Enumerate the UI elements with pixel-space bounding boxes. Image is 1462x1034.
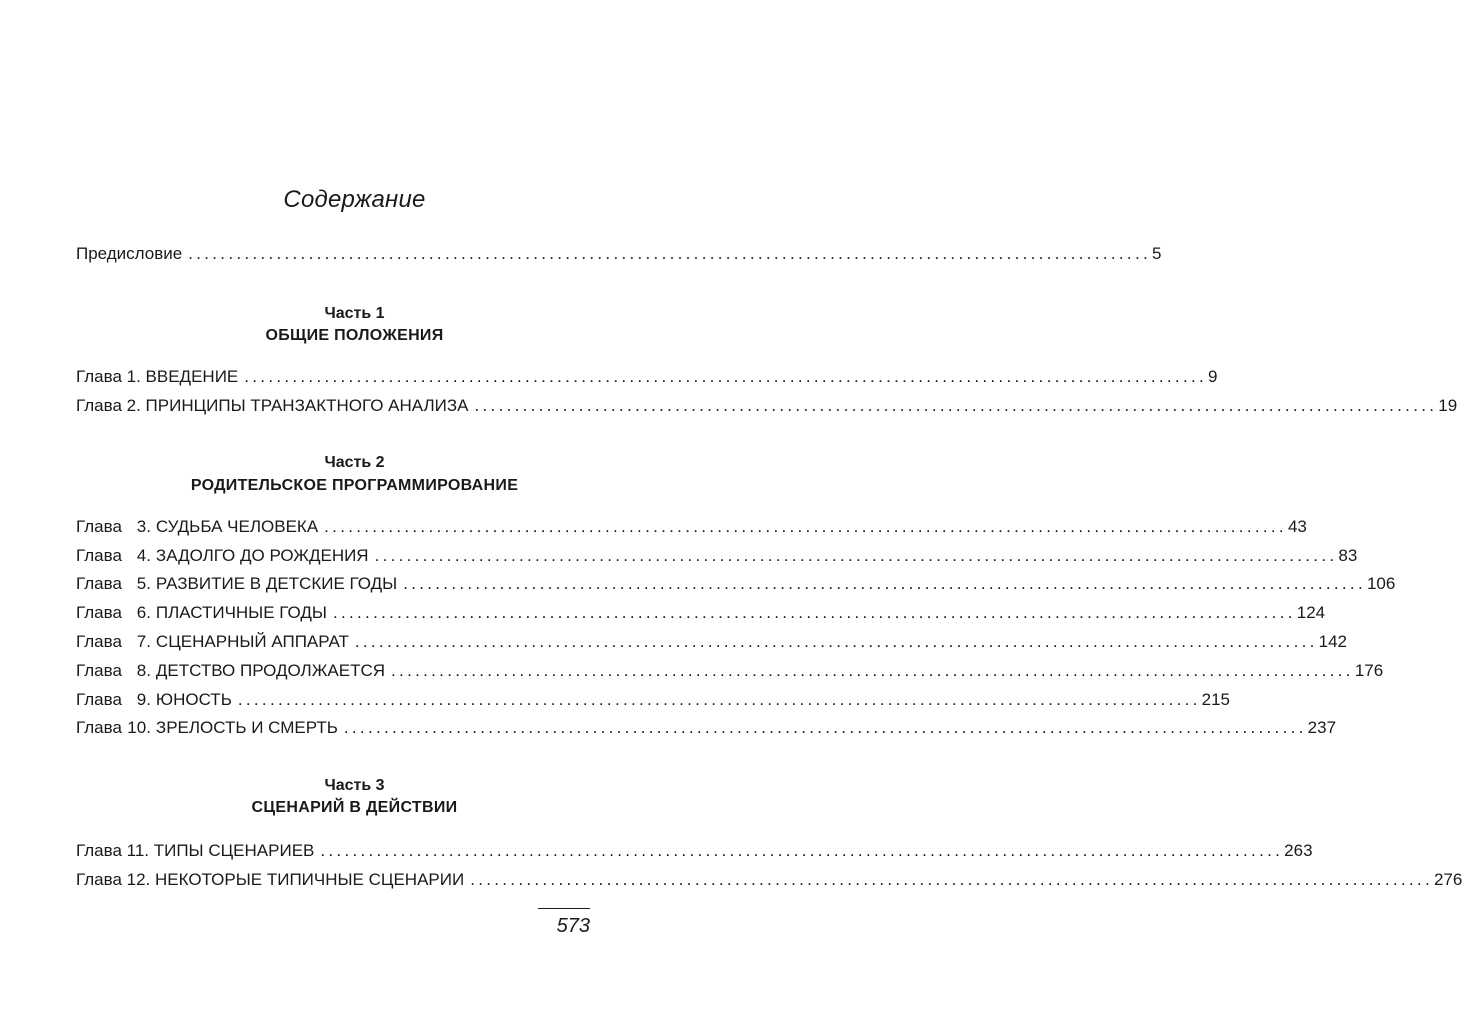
dot-leader: ........................................................................................................................ xyxy=(188,244,1151,263)
page-number: 573 xyxy=(556,915,590,937)
folio-rule xyxy=(538,908,590,909)
chapter-title: РАЗВИТИЕ В ДЕТСКИЕ ГОДЫ xyxy=(155,574,398,593)
chapter-prefix: Глава xyxy=(76,632,122,651)
toc-entry-chapter-7 xyxy=(76,630,1348,654)
chapter-title: ЗРЕЛОСТЬ И СМЕРТЬ xyxy=(155,718,338,737)
toc-entry-page: 142 xyxy=(1318,632,1348,651)
toc-entry-label: Предисловие xyxy=(76,244,183,263)
chapter-prefix: Глава xyxy=(76,661,122,680)
chapter-number: 4. xyxy=(136,546,151,565)
toc-entry-chapter-10 xyxy=(76,716,1337,740)
chapter-title: ДЕТСТВО ПРОДОЛЖАЕТСЯ xyxy=(155,661,386,680)
toc-entry-chapter-5 xyxy=(76,572,1396,596)
toc-entry-chapter-4 xyxy=(76,544,1358,568)
toc-entry-label: Глава 1. ВВЕДЕНИЕ xyxy=(76,367,239,386)
part-3-name: СЦЕНАРИЙ В ДЕЙСТВИИ xyxy=(251,799,458,816)
chapter-prefix: Глава xyxy=(76,517,122,536)
part-2-number: Часть 2 xyxy=(324,454,385,471)
toc-entry-page: 19 xyxy=(1438,396,1458,415)
chapter-number: 10. xyxy=(127,718,151,737)
dot-leader: ........................................................................................................................ xyxy=(237,690,1201,709)
toc-entry-chapter-6 xyxy=(76,601,1326,625)
page-title: Содержание xyxy=(283,186,426,213)
chapter-prefix: Глава xyxy=(76,603,122,622)
chapter-prefix: Глава xyxy=(76,690,122,709)
dot-leader: ........................................................................................................................ xyxy=(470,870,1433,889)
chapter-prefix: Глава xyxy=(76,574,122,593)
chapter-number: 3. xyxy=(136,517,151,536)
toc-entry-page: 9 xyxy=(1208,367,1218,386)
toc-entry-chapter-12 xyxy=(76,868,1462,892)
dot-leader: ........................................................................................................................ xyxy=(374,546,1338,565)
toc-entry-chapter-1 xyxy=(76,365,1218,389)
toc-entry-chapter-3 xyxy=(76,515,1307,539)
toc-entry-page: 83 xyxy=(1338,546,1358,565)
part-2-name: РОДИТЕЛЬСКОЕ ПРОГРАММИРОВАНИЕ xyxy=(190,477,519,494)
toc-entry-page: 237 xyxy=(1307,718,1337,737)
toc-entry-label: Глава 11. ТИПЫ СЦЕНАРИЕВ xyxy=(76,841,315,860)
toc-entry-page: 215 xyxy=(1201,690,1231,709)
toc-entry-page: 5 xyxy=(1152,244,1162,263)
dot-leader: ........................................................................................................................ xyxy=(474,396,1438,415)
toc-entry-page: 276 xyxy=(1433,870,1462,889)
toc-entry-label: Глава 12. НЕКОТОРЫЕ ТИПИЧНЫЕ СЦЕНАРИИ xyxy=(76,870,465,889)
toc-entry-chapter-8 xyxy=(76,659,1384,683)
chapter-number: 7. xyxy=(136,632,151,651)
chapter-title: ЮНОСТЬ xyxy=(155,690,232,709)
part-1-name: ОБЩИЕ ПОЛОЖЕНИЯ xyxy=(265,327,444,344)
part-1-number: Часть 1 xyxy=(324,305,385,322)
chapter-title: ЗАДОЛГО ДО РОЖДЕНИЯ xyxy=(155,546,369,565)
dot-leader: ........................................................................................................................ xyxy=(354,632,1318,651)
dot-leader: ........................................................................................................................ xyxy=(343,718,1307,737)
dot-leader: ........................................................................................................................ xyxy=(332,603,1296,622)
toc-entry-chapter-2 xyxy=(76,394,1458,418)
chapter-title: СУДЬБА ЧЕЛОВЕКА xyxy=(155,517,319,536)
toc-entry-page: 124 xyxy=(1296,603,1326,622)
toc-entry-page: 176 xyxy=(1354,661,1384,680)
chapter-number: 8. xyxy=(136,661,151,680)
dot-leader: ........................................................................................................................ xyxy=(320,841,1284,860)
toc-entry-preface xyxy=(76,242,1162,266)
chapter-prefix: Глава xyxy=(76,546,122,565)
chapter-title: СЦЕНАРНЫЙ АППАРАТ xyxy=(155,632,349,651)
chapter-number: 6. xyxy=(136,603,151,622)
chapter-title: ПЛАСТИЧНЫЕ ГОДЫ xyxy=(155,603,327,622)
dot-leader: ........................................................................................................................ xyxy=(244,367,1208,386)
chapter-number: 9. xyxy=(136,690,151,709)
chapter-number: 5. xyxy=(136,574,151,593)
toc-entry-label: Глава 2. ПРИНЦИПЫ ТРАНЗАКТНОГО АНАЛИЗА xyxy=(76,396,469,415)
toc-entry-chapter-9 xyxy=(76,688,1231,712)
dot-leader: ........................................................................................................................ xyxy=(324,517,1287,536)
dot-leader: ........................................................................................................................ xyxy=(391,661,1354,680)
toc-entry-page: 43 xyxy=(1287,517,1307,536)
dot-leader: ........................................................................................................................ xyxy=(403,574,1366,593)
part-3-number: Часть 3 xyxy=(324,777,385,794)
chapter-prefix: Глава xyxy=(76,718,122,737)
toc-entry-chapter-11 xyxy=(76,839,1313,863)
toc-entry-page: 263 xyxy=(1284,841,1313,860)
toc-entry-page: 106 xyxy=(1366,574,1396,593)
